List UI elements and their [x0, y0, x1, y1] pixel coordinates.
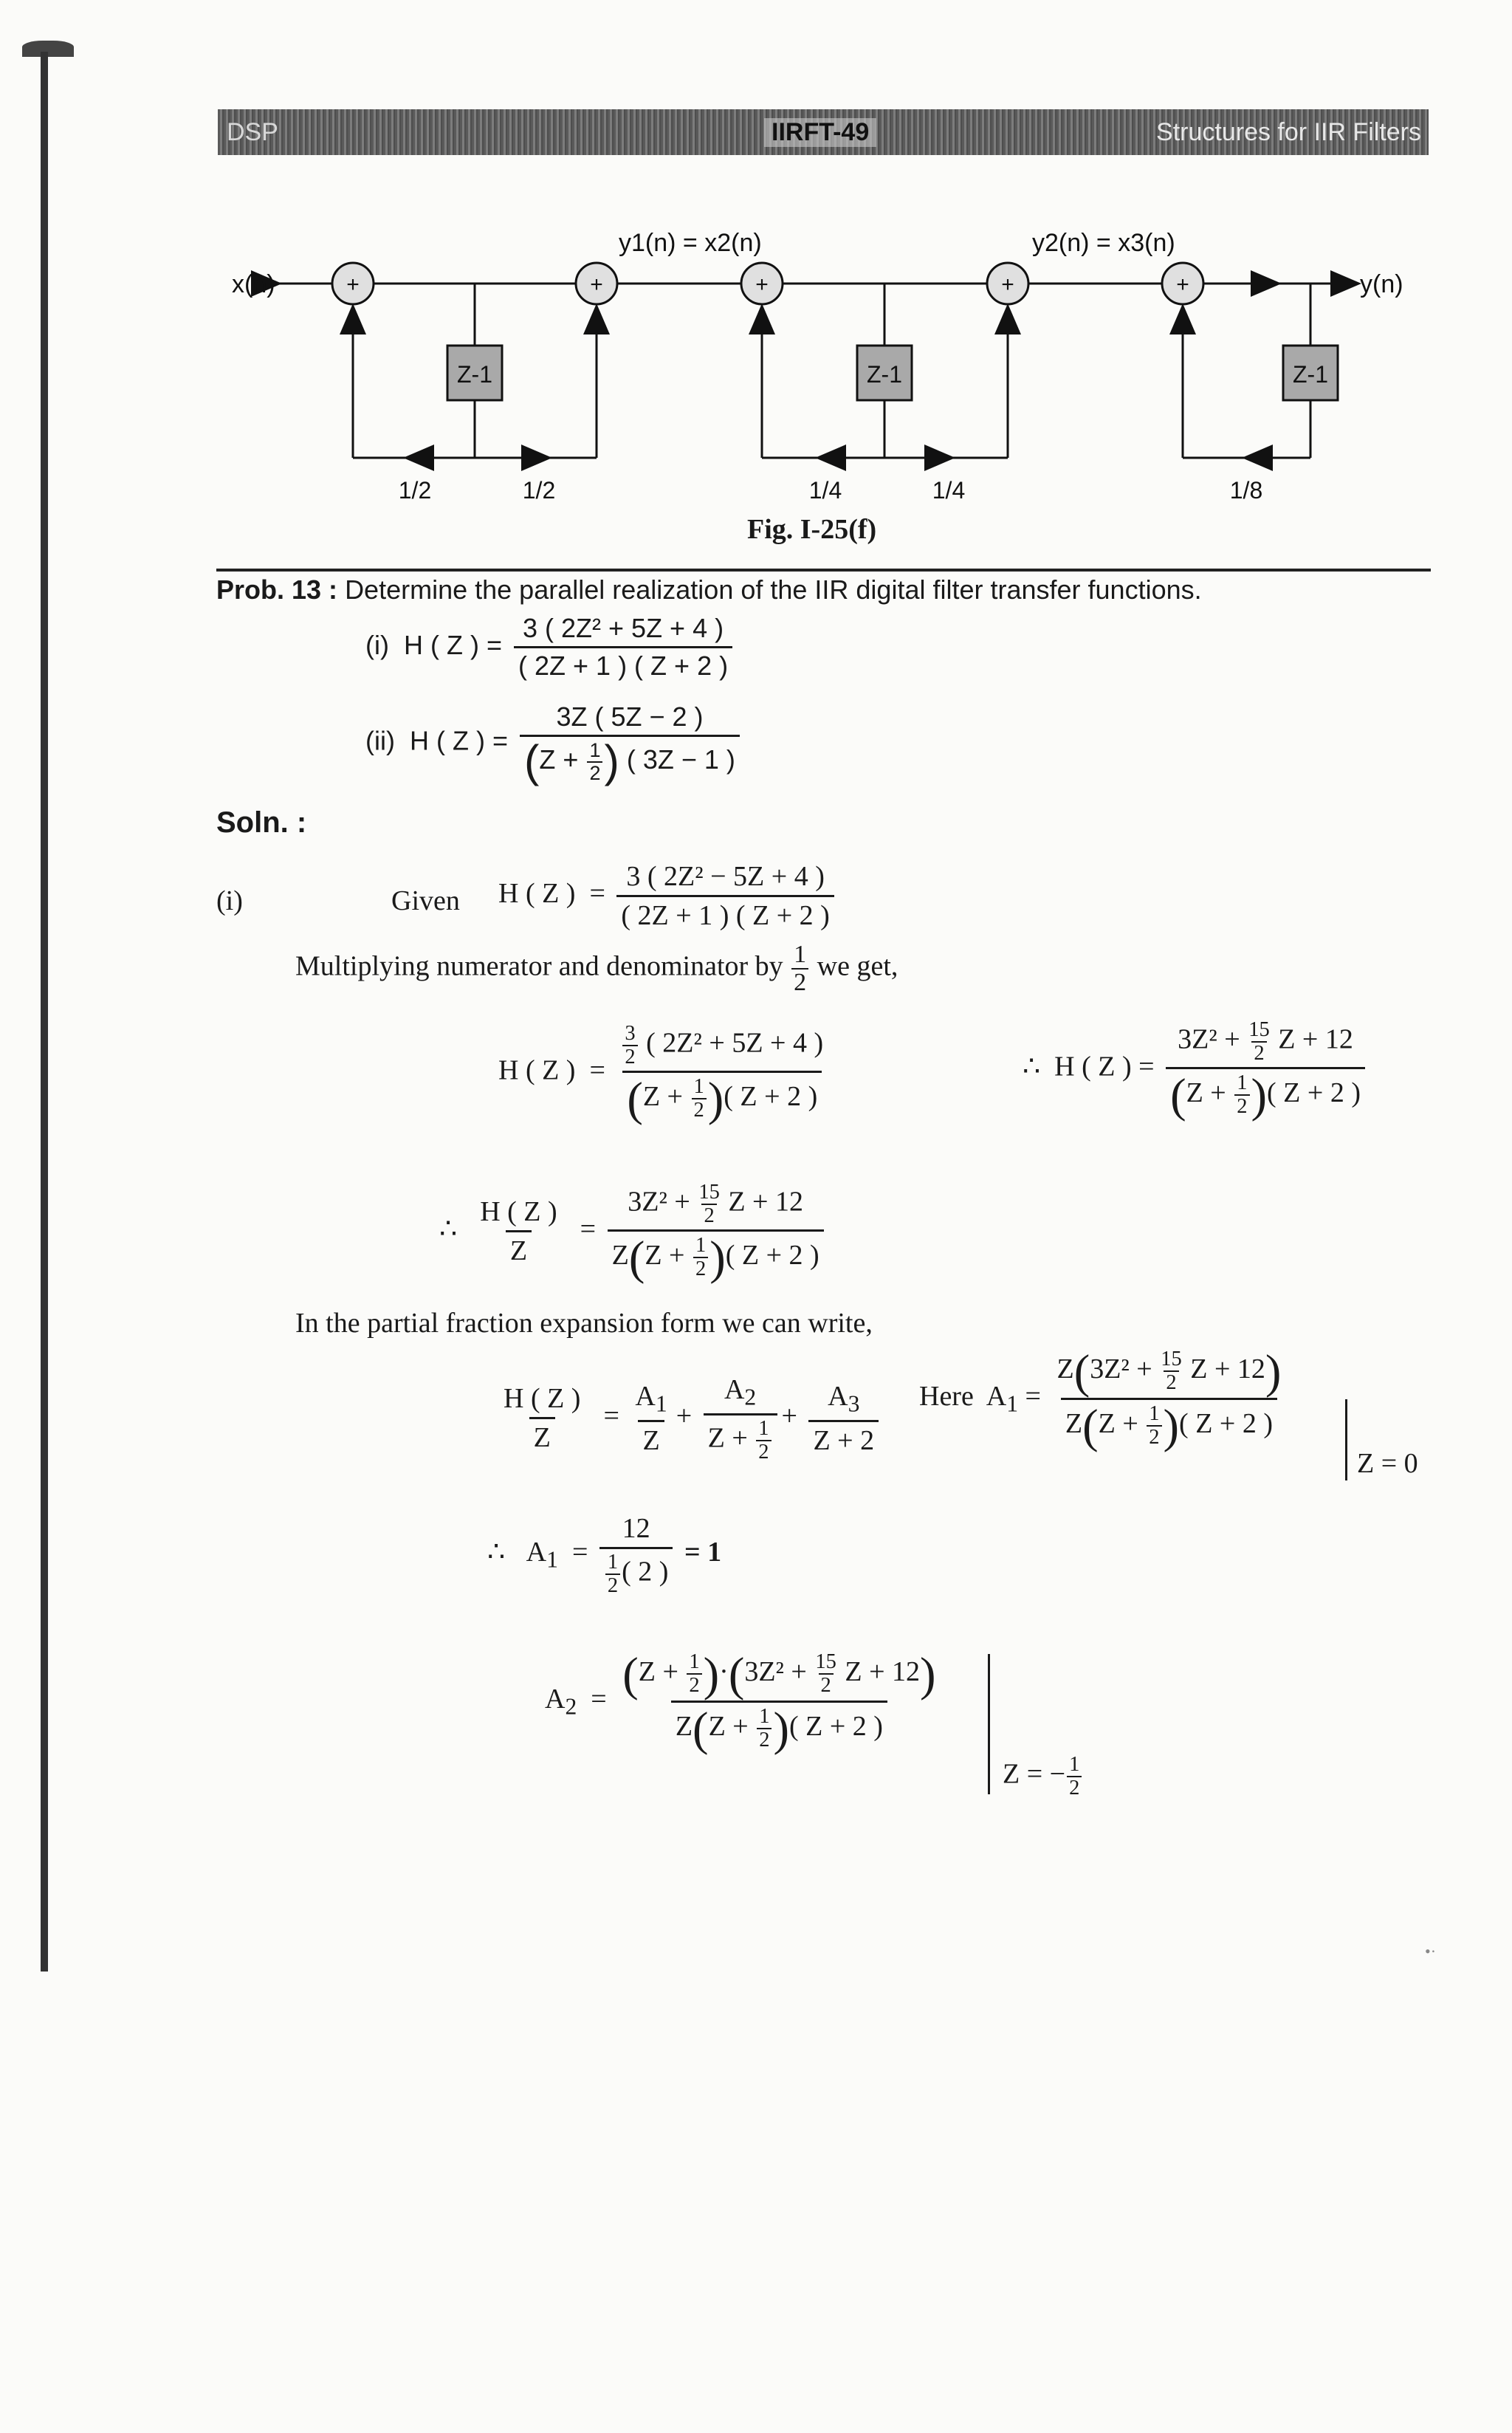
multiply-text: Multiplying numerator and denominator by — [295, 950, 783, 982]
coef-stage1-feedforward: 1/2 — [522, 477, 556, 504]
adder-4-symbol: + — [1001, 272, 1014, 297]
a1-result: = 1 — [684, 1537, 722, 1568]
delay-label-3: Z-1 — [1293, 361, 1328, 388]
header-chapter: Structures for IIR Filters — [1156, 118, 1421, 146]
part-ii-fraction — [520, 701, 740, 784]
part-ii-numerator: 3Z ( 5Z − 2 ) — [556, 701, 704, 732]
therefore-symbol: ∴ — [439, 1213, 458, 1245]
problem-text: Determine the parallel realization of the IIR digital filter transfer functions. — [345, 574, 1202, 605]
simplified-hz-equation: ∴ H ( Z ) = 3Z² + $\frac{15}{2}$ Z + 12 (Z + $\frac{1}{2}$ )( Z + 2 ) — [1023, 1019, 1370, 1119]
scaled-hz-fraction: $\frac{3}{2}$ ( 2Z² + 5Z + 4 ) (Z + $\frac{1}{2}$ )( Z + 2 ) — [616, 1023, 828, 1122]
given-equation — [498, 860, 839, 932]
given-eq: = — [589, 878, 605, 910]
simplified-hz-fraction: 3Z² + $\frac{15}{2}$ Z + 12 (Z + $\frac{1}{2}$ )( Z + 2 ) — [1166, 1019, 1365, 1119]
given-fraction — [616, 860, 834, 932]
given-hz: H ( Z ) — [498, 878, 576, 910]
solution-part-label: (i) — [216, 885, 243, 916]
part-ii-hz: H ( Z ) = — [410, 725, 508, 756]
problem-rule — [216, 569, 1431, 572]
output-label: y(n) — [1360, 270, 1403, 298]
y1-label: y1(n) = x2(n) — [619, 229, 762, 257]
adder-5-symbol: + — [1176, 272, 1189, 297]
input-label: x(n) — [232, 270, 275, 298]
part-i-hz: H ( Z ) = — [404, 630, 502, 661]
coef-stage2-feedback: 1/4 — [808, 477, 842, 504]
problem-number: Prob. 13 : — [216, 574, 338, 605]
coef-stage3-feedback: 1/8 — [1229, 477, 1263, 504]
binding-edge — [41, 52, 48, 1972]
a1-eval-point: Z = 0 — [1357, 1448, 1418, 1479]
header-page-code: IIRFT-49 — [764, 118, 876, 147]
partial-fraction-equation: $\frac{H ( Z )}{Z}$ = $\frac{A_1}{Z}$ + $A_2$ Z + $\frac{1}{2}$ + $\frac{A_3}{Z + 2}$ — [495, 1373, 883, 1463]
coef-stage1-feedback: 1/2 — [398, 477, 432, 504]
a1-numerator: 12 — [622, 1513, 650, 1544]
eval-bar-a1 — [1345, 1399, 1347, 1480]
problem-statement — [216, 574, 1202, 605]
a1-result-equation: ∴ $A_1$ = 12 $\frac{1}{2}$ ( 2 ) = 1 — [487, 1513, 722, 1597]
part-ii-den-tail: ( 3Z − 1 ) — [626, 744, 735, 775]
binding-edge-top — [22, 41, 74, 57]
y2-label: y2(n) = x3(n) — [1032, 229, 1175, 257]
we-get-text: we get, — [817, 950, 898, 982]
given-numerator: 3 ( 2Z² − 5Z + 4 ) — [626, 861, 825, 892]
part-i-denominator: ( 2Z + 1 ) ( Z + 2 ) — [514, 646, 732, 682]
scan-speck: •· — [1425, 1942, 1437, 1960]
a1-definition: Here $A_1$ = Z(3Z² + $\frac{15}{2}$ Z + 12) Z(Z + $\frac{1}{2}$ )( Z + 2 ) — [919, 1345, 1282, 1452]
header-book-title: DSP — [227, 118, 278, 146]
part-ii-label: (ii) — [365, 725, 395, 756]
a2-eval-point: Z = − $\frac{1}{2}$ — [1003, 1754, 1083, 1799]
delay-label-2: Z-1 — [867, 361, 902, 388]
adder-1-symbol: + — [346, 272, 360, 297]
hz-over-z-left: $\frac{H ( Z )}{Z}$ — [480, 1196, 557, 1267]
eval-bar-a2 — [988, 1654, 990, 1794]
given-denominator: ( 2Z + 1 ) ( Z + 2 ) — [616, 895, 834, 932]
part-i-numerator: 3 ( 2Z² + 5Z + 4 ) — [523, 613, 724, 643]
adder-3-symbol: + — [755, 272, 769, 297]
coef-stage2-feedforward: 1/4 — [932, 477, 966, 504]
part-i-label: (i) — [365, 630, 389, 661]
delay-label-1: Z-1 — [457, 361, 492, 388]
hz-over-z-equation: ∴ $\frac{H ( Z )}{Z}$ = 3Z² + $\frac{15}{2}$ Z + 12 Z(Z + $\frac{1}{2}$ )( Z + 2 ) — [439, 1181, 828, 1281]
hz-over-z-fraction: 3Z² + $\frac{15}{2}$ Z + 12 Z(Z + $\frac{1}{2}$ )( Z + 2 ) — [608, 1181, 824, 1281]
multiply-half: $\frac{1}{2}$ — [791, 941, 808, 995]
scaled-hz-equation: H ( Z ) = $\frac{3}{2}$ ( 2Z² + 5Z + 4 ) (Z + $\frac{1}{2}$ )( Z + 2 ) — [498, 1023, 832, 1122]
solution-label: Soln. : — [216, 806, 307, 839]
cascade-block-diagram — [214, 222, 1432, 509]
part-ii-denominator: (Z + $\frac{1}{2}$ ) ( 3Z − 1 ) — [520, 735, 740, 784]
figure-caption: Fig. I-25(f) — [747, 514, 877, 545]
given-label: Given — [391, 885, 460, 916]
adder-2-symbol: + — [590, 272, 603, 297]
part-i-fraction — [514, 613, 732, 682]
problem-part-i — [365, 613, 737, 682]
multiply-sentence — [295, 941, 898, 995]
a2-definition: $A_2$ = (Z + $\frac{1}{2}$ )·(3Z² + $\frac{15}{2}$ Z + 12) Z(Z + $\frac{1}{2}$ )( Z + 2 ) — [545, 1647, 936, 1755]
here-label: Here — [919, 1380, 974, 1412]
problem-part-ii — [365, 701, 744, 784]
partial-fraction-sentence: In the partial fraction expansion form we can write, — [295, 1308, 873, 1339]
page-header — [218, 109, 1429, 155]
